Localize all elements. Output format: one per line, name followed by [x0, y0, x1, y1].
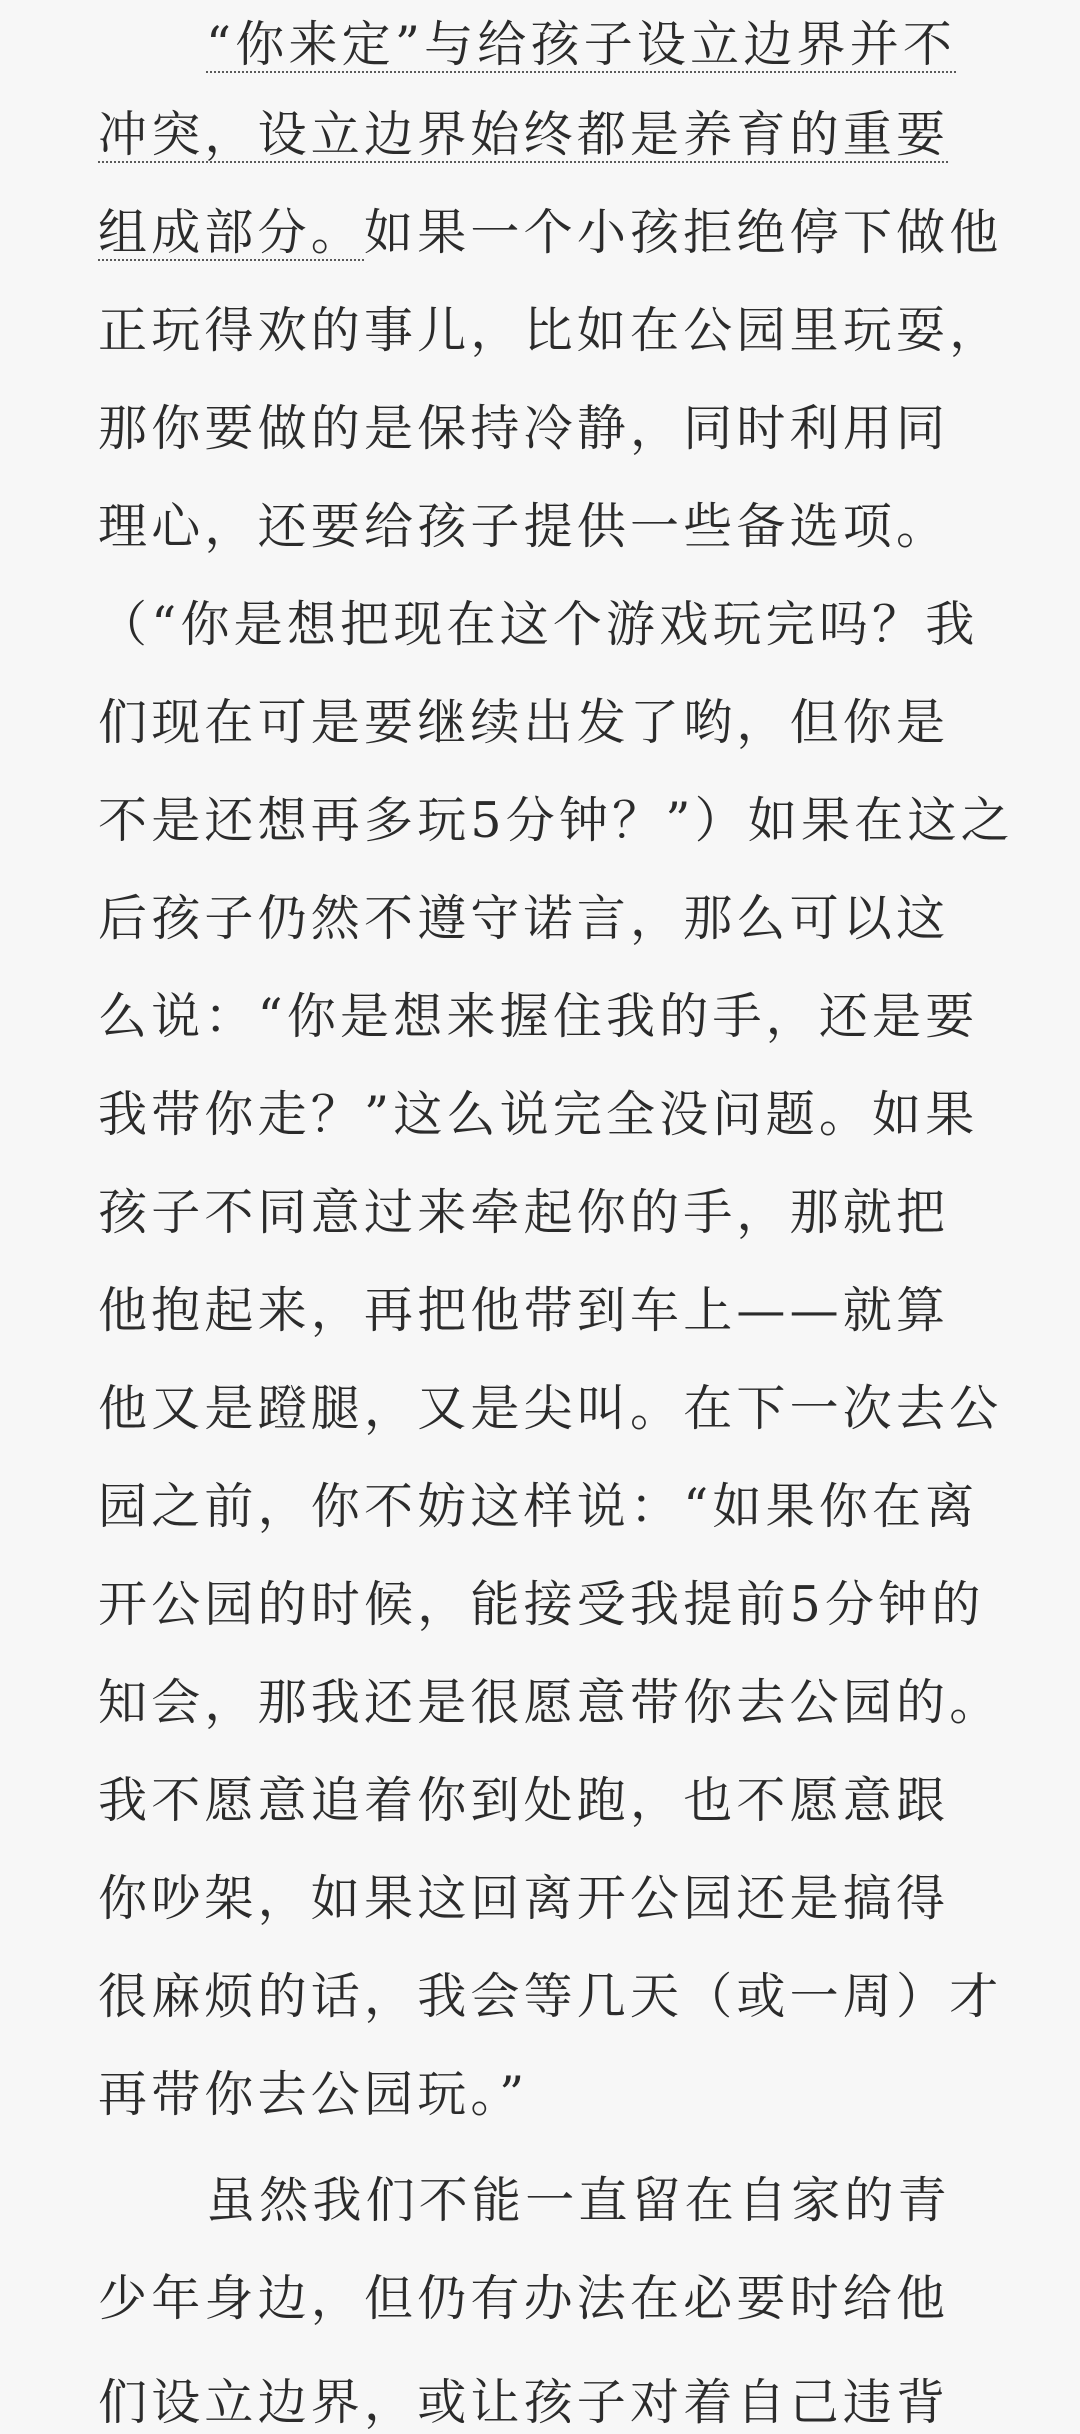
text-line	[98, 1454, 982, 1552]
highlighted-text[interactable]: 组成部分。	[98, 204, 365, 261]
line-text: 知会，那我还是很愿意带你去公园的。	[98, 1674, 1003, 1731]
line-text: 正玩得欢的事儿，比如在公园里玩耍，	[98, 302, 1003, 359]
text-line	[98, 670, 982, 768]
text-line	[98, 866, 982, 964]
text-line	[98, 1552, 985, 1650]
text-line	[98, 2148, 982, 2246]
highlighted-text[interactable]: 冲突，设立边界始终都是养育的重要	[98, 106, 950, 163]
text-line	[98, 278, 1003, 376]
text-line	[98, 1062, 982, 1160]
text-line	[98, 180, 1003, 278]
line-text: 不是还想再多玩5分钟？”）如果在这之	[98, 792, 1014, 849]
text-line	[98, 1258, 982, 1356]
line-text: 少年身边，但仍有办法在必要时给他	[98, 2270, 950, 2327]
text-line-partial	[98, 2344, 982, 2431]
text-line	[98, 376, 982, 474]
text-line	[98, 474, 982, 572]
text-line	[98, 1356, 1003, 1454]
text-line	[98, 0, 982, 82]
line-text: 再带你去公园玩。”	[98, 2066, 529, 2123]
line-text: 们设立边界，或让孩子对着自己违背	[98, 2374, 950, 2431]
line-text: 你吵架，如果这回离开公园还是搞得	[98, 1870, 950, 1927]
text-line	[98, 572, 982, 670]
text-line	[98, 2246, 982, 2344]
line-text: 们现在可是要继续出发了哟，但你是	[98, 694, 950, 751]
text-line	[98, 1748, 982, 1846]
line-text: 么说：“你是想来握住我的手，还是要	[98, 988, 979, 1045]
line-text: 后孩子仍然不遵守诺言，那么可以这	[98, 890, 950, 947]
line-text: 很麻烦的话，我会等几天（或一周）才	[98, 1968, 1003, 2025]
text-line	[98, 2042, 982, 2140]
line-text: 我带你走？”这么说完全没问题。如果	[98, 1086, 979, 1143]
line-text: 如果一个小孩拒绝停下做他	[364, 204, 1003, 261]
line-text: 虽然我们不能一直留在自家的青	[206, 2172, 951, 2229]
line-text: 我不愿意追着你到处跑，也不愿意跟	[98, 1772, 950, 1829]
text-line	[98, 1846, 982, 1944]
text-line	[98, 964, 982, 1062]
text-line	[98, 1650, 1003, 1748]
line-text: 园之前，你不妨这样说：“如果你在离	[98, 1478, 979, 1535]
line-text: 理心，还要给孩子提供一些备选项。	[98, 498, 950, 555]
line-text: 开公园的时候，能接受我提前5分钟的	[98, 1576, 985, 1633]
text-line	[98, 1944, 1003, 2042]
text-line	[98, 768, 1014, 866]
line-text: 他抱起来，再把他带到车上——就算	[98, 1282, 950, 1339]
line-text: 孩子不同意过来牵起你的手，那就把	[98, 1184, 950, 1241]
line-text: （“你是想把现在这个游戏玩完吗？我	[98, 596, 979, 653]
line-text: 他又是蹬腿，又是尖叫。在下一次去公	[98, 1380, 1003, 1437]
highlighted-text[interactable]: “你来定”与给孩子设立边界并不	[206, 16, 957, 73]
text-line	[98, 1160, 982, 1258]
text-line	[98, 82, 982, 180]
line-text: 那你要做的是保持冷静，同时利用同	[98, 400, 950, 457]
text-column	[98, 0, 1014, 2431]
